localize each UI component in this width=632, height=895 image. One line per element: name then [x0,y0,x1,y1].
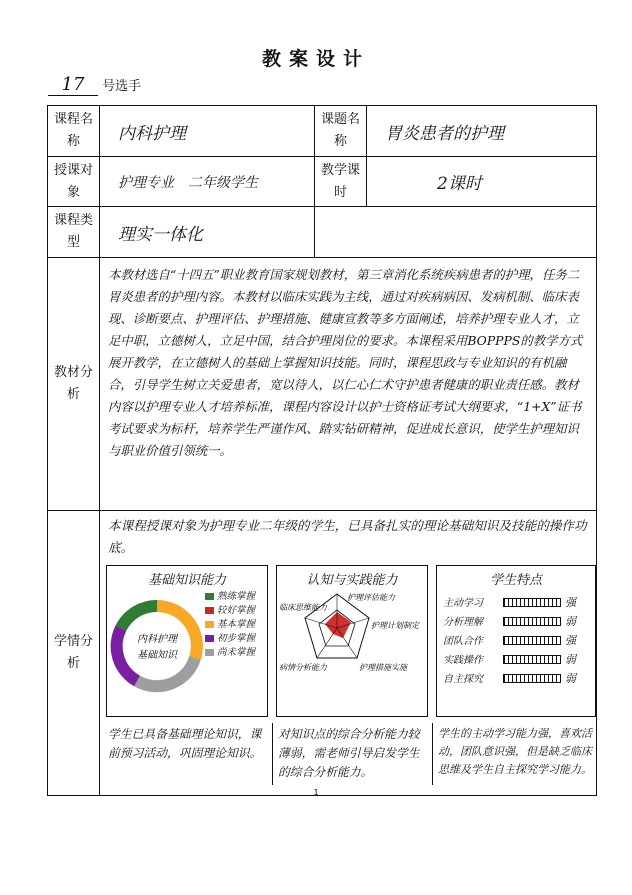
hours-label: 教学课时 [315,157,367,207]
hours-value: 2课时 [367,157,597,207]
course-type-label: 课程类型 [48,207,100,258]
radar-axis-label: 临床思维能力 [279,603,327,612]
legend-label: 初步掌握 [217,633,256,644]
empty-cell [367,207,597,258]
course-type-value: 理实一体化 [100,207,315,258]
audience-value: 护理专业 二年级学生 [100,157,315,207]
traits-note: 学生的主动学习能力强，喜欢活动，团队意识强，但是缺乏临床思维及学生自主探究学习能力。 [438,727,592,776]
trait-row [443,613,595,632]
learner-label: 学情分析 [48,511,100,796]
knowledge-panel-title: 基础知识能力 [147,573,226,588]
legend-swatch [205,621,214,628]
cognition-note: 对知识点的综合分析能力较薄弱，需老师引导启发学生的综合分析能力。 [278,727,420,779]
legend-item [205,646,255,660]
legend-item [205,590,255,604]
trait-label: 主动学习 [443,598,483,609]
traits-panel-title: 学生特点 [489,573,542,588]
cognition-panel-title: 认知与实践能力 [306,573,398,588]
material-label: 教材分析 [48,258,100,511]
trait-label: 分析理解 [443,617,483,628]
trait-bar [503,674,561,683]
contestant-suffix: 号选手 [102,79,142,94]
note-divider [272,723,273,785]
lesson-plan-table [47,105,597,796]
trait-value: 强 [565,634,576,647]
trait-value: 弱 [565,653,576,666]
cognition-panel [276,565,428,717]
cognition-radar-chart [277,588,427,710]
traits-list [443,594,595,689]
material-analysis-text: 本教材选自“十四五”职业教育国家规划教材，第三章消化系统疾病患者的护理，任务二胃炎患者的护理内容。本教材以临床实践为主线，通过对疾病病因、发病机制、临床表现、诊断要点、护理评估、护理措施、健康宣教等多方面阐述，培养护理专业人才，立足中职，立德树人，立足中国，结合护理岗位的要求。本课程采用BOPPPS的教学方式展开教学，在立德树人的基础上掌握知识技能。同时，课程思政与专业知识的有机融合，引导学生树立关爱患者，宽以待人，以仁心仁术守护患者健康的职业责任感。教材内容以护理专业人才培养标准，课程内容设计以护士资格证考试大纲要求，“1+X”证书考试要求为标杆，培养学生严谨作风、踏实钻研精神，促进成长意识，使学生护理知识与职业价值引领统一。 [100,258,597,511]
learner-notes [106,725,590,795]
empty-cell [315,207,367,258]
legend-item [205,604,255,618]
legend-label: 基本掌握 [217,619,256,630]
trait-row [443,632,595,651]
trait-bar [503,655,561,664]
learner-panels [106,565,590,725]
note-divider [432,723,433,785]
trait-row [443,594,595,613]
legend-item [205,632,255,646]
document-title: 教案设计 [261,48,370,70]
legend-label: 熟练掌握 [217,591,256,602]
knowledge-panel [106,565,268,717]
contestant-number: 17 [48,74,98,96]
legend-swatch [205,593,214,600]
donut-center-top: 内科护理 [137,634,177,645]
legend-swatch [205,607,214,614]
page-number: 1 [313,788,319,797]
trait-bar [503,617,561,626]
trait-bar [503,598,561,607]
trait-label: 团队合作 [443,636,483,647]
legend-label: 尚未掌握 [217,647,256,658]
donut-center-bottom: 基础知识 [137,650,177,661]
trait-bar [503,636,561,645]
learner-analysis-cell [100,511,597,796]
trait-value: 弱 [565,672,576,685]
trait-label: 实践操作 [443,655,483,666]
knowledge-note: 学生已具备基础理论知识，课前预习活动，巩固理论知识。 [108,727,262,760]
audience-label: 授课对象 [48,157,100,207]
legend-label: 较好掌握 [217,605,256,616]
trait-row [443,651,595,670]
trait-value: 弱 [565,615,576,628]
learner-intro-text: 本课程授课对象为护理专业二年级的学生，已具备扎实的理论基础知识及技能的操作功底。 [108,518,587,555]
radar-axis-label: 病情分析能力 [279,663,327,672]
radar-axis-label: 护理计划制定 [371,621,419,630]
donut-segment-none [137,658,195,686]
traits-panel [436,565,596,717]
topic-value: 胃炎患者的护理 [367,106,597,157]
legend-swatch [205,635,214,642]
topic-label: 课题名称 [315,106,367,157]
trait-value: 强 [565,596,576,609]
course-name-label: 课程名称 [48,106,100,157]
knowledge-legend [205,590,255,660]
contestant-line [48,74,141,96]
donut-segment-initial [117,628,137,681]
legend-swatch [205,649,214,656]
radar-axis-label: 护理措施实施 [359,663,407,672]
trait-row [443,670,595,689]
legend-item [205,618,255,632]
radar-axis-label: 护理评估能力 [347,593,395,602]
course-name-value: 内科护理 [100,106,315,157]
trait-label: 自主探究 [443,674,483,685]
